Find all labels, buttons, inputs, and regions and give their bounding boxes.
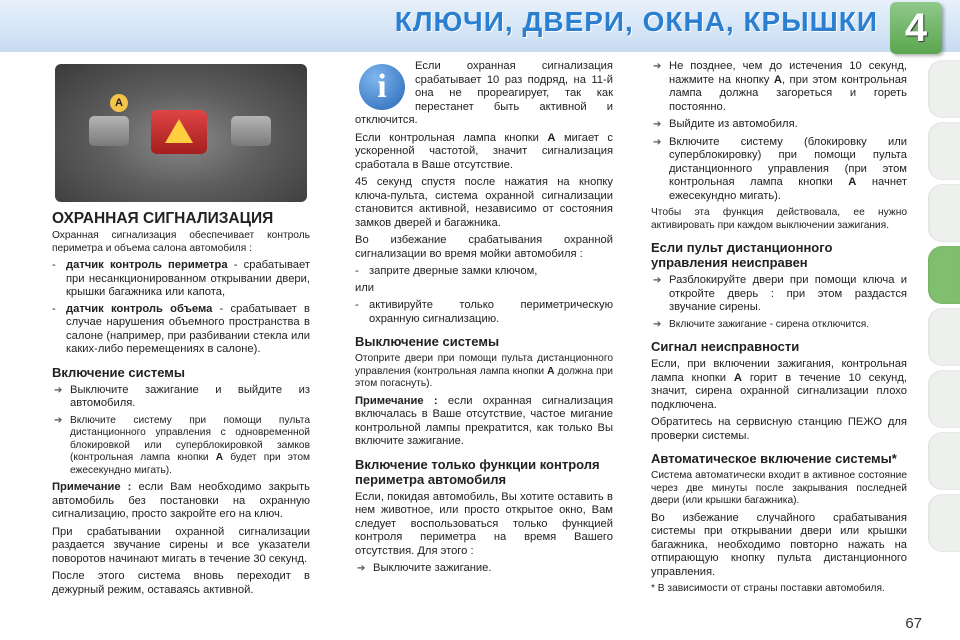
hollow-arrow-bullet-icon: ➔: [653, 318, 662, 330]
hollow-arrow-bullet-icon: ➔: [653, 119, 662, 130]
list-item: ➔ Разблокируйте двери при помощи ключа и откройте дверь : при этом раздастся звучание сирены.: [653, 274, 907, 313]
section-title: КЛЮЧИ, ДВЕРИ, ОКНА, КРЫШКИ: [394, 6, 878, 37]
side-tab: [928, 308, 960, 366]
heading-system-off: Выключение системы: [355, 334, 500, 349]
heading-remote-faulty: Если пульт дистанционного управления неисправен: [651, 240, 833, 270]
paragraph: Если, покидая автомобиль, Вы хотите оставить в нем животное, или просто открытое окно, Вам следует воспользоваться только функцией контроля периметра на время Вашего отсутствия. Для этого :: [355, 490, 613, 557]
page-header: [0, 0, 960, 52]
hollow-arrow-bullet-icon: ➔: [54, 414, 63, 426]
column-2: [355, 60, 613, 580]
paragraph: Обратитесь на сервисную станцию ПЕЖО для проверки системы.: [651, 416, 907, 442]
paragraph: Система автоматически входит в активное состояние через две минуты после закрывания последней двери (или крышки багажника).: [651, 470, 907, 506]
footnote: * В зависимости от страны поставки автомобиля.: [651, 583, 885, 594]
paragraph: Если охранная сигнализация срабатывает 10 раз подряд, на 11-й она не прореагирует, так как перестанет быть активной и отключится.: [355, 60, 613, 126]
heading-system-on: Включение системы: [52, 364, 185, 380]
paragraph: Во избежание срабатывания охранной сигнализации во время мойки автомобиля :: [355, 234, 613, 260]
hollow-arrow-bullet-icon: ➔: [357, 563, 366, 574]
paragraph: Во избежание случайного срабатывания системы при открывании двери или крышки багажника, необходимо повторно нажать на отпирающую кнопку пульта дистанционного управления.: [651, 511, 907, 578]
paragraph: Отоприте двери при помощи пульта дистанционного управления (контрольная лампа кнопки A должна при этом погаснуть).: [355, 353, 613, 389]
page-number: 67: [905, 615, 922, 632]
heading-fault-signal: Сигнал неисправности: [651, 339, 800, 354]
info-icon: i: [359, 64, 405, 110]
list-item: - датчик контроль периметра - срабатывает при несанкционированном открывании двери, крышки багажника или капота,: [52, 259, 310, 298]
hazard-button-photo: [55, 64, 307, 202]
note: Примечание : если Вам необходимо закрыть автомобиль без постановки на охранную сигнализацию, просто закройте его на ключ.: [52, 481, 310, 520]
list-item: ➔ Не позднее, чем до истечения 10 секунд, нажмите на кнопку A, при этом контрольная лампа должна загореться и гореть постоянно.: [653, 60, 907, 113]
side-tab: [928, 122, 960, 180]
chapter-badge: [890, 2, 942, 54]
chapter-number: 4: [904, 6, 928, 50]
side-tab: [928, 370, 960, 428]
paragraph: Если контрольная лампа кнопки A мигает с ускоренной частотой, значит сигнализация сработала в Ваше отсутствие.: [355, 131, 613, 171]
hazard-triangle-icon: [165, 119, 193, 143]
list-item: - заприте дверные замки ключом,: [355, 265, 538, 277]
heading-perimeter-only: Включение только функции контроля периметра автомобиля: [355, 456, 600, 487]
console-switch: [89, 116, 129, 146]
intro-text: Охранная сигнализация обеспечивает контроль периметра и объема салона автомобиля :: [52, 230, 310, 254]
paragraph: 45 секунд спустя после нажатия на кнопку ключа-пульта, система охранной сигнализации становится активной, независимо от состояния замков дверей и багажника.: [355, 176, 613, 229]
list-item: - датчик контроль объема - срабатывает в случае нарушения объемного пространства в салоне (например, при разбивании стекла или каких-либо перемещениях в салоне).: [52, 302, 311, 355]
paragraph: Если, при включении зажигания, контрольная лампа кнопки A горит в течение 10 секунд, значит, сирена охранной сигнализации плохо подключена.: [651, 358, 907, 411]
side-tab-active: [928, 246, 960, 304]
column-3: [651, 60, 907, 600]
console-switch: [231, 116, 271, 146]
column-1: [52, 60, 310, 601]
heading-alarm: ОХРАННАЯ СИГНАЛИЗАЦИЯ: [52, 210, 274, 227]
side-chapter-tabs: [924, 60, 960, 620]
list-item: - активируйте только периметрическую охранную сигнализацию.: [355, 299, 613, 325]
hollow-arrow-bullet-icon: ➔: [54, 384, 63, 396]
hollow-arrow-bullet-icon: ➔: [653, 275, 662, 286]
side-tab: [928, 60, 960, 118]
list-item: ➔ Выключите зажигание.: [357, 562, 492, 574]
list-item: ➔ Включите систему при помощи пульта дистанционного управления с одновременной блокировкой или суперблокировкой замков (контрольная лампа кнопки A будет при этом ежесекундно мигать).: [54, 414, 310, 476]
hollow-arrow-bullet-icon: ➔: [653, 136, 662, 148]
list-item: ➔ Выйдите из автомобиля.: [653, 118, 798, 130]
list-item: ➔ Выключите зажигание и выйдите из автомобиля.: [54, 383, 310, 409]
list-item: ➔ Включите систему (блокировку или суперблокировку) при помощи пульта дистанционного управления (при этом контрольная лампа кнопки A начнет ежесекундно мигать).: [653, 135, 907, 202]
side-tab: [928, 432, 960, 490]
side-tab: [928, 184, 960, 242]
list-item: ➔ Включите зажигание - сирена отключится.: [653, 318, 870, 330]
paragraph: При срабатывании охранной сигнализации раздается звучание сирены и все указатели поворотов начинают мигать в течение 30 секунд.: [52, 525, 310, 565]
note: Примечание : если охранная сигнализация включалась в Ваше отсутствие, частое мигание контрольной лампы прекратится, как только Вы включите зажигание.: [355, 394, 613, 447]
paragraph: Чтобы эта функция действовала, ее нужно активировать при каждом выключении зажигания.: [651, 207, 907, 231]
side-tab: [928, 494, 960, 552]
photo-label-a: A: [110, 94, 128, 112]
or-text: или: [355, 281, 375, 294]
paragraph: После этого система вновь переходит в дежурный режим, оставаясь активной.: [52, 570, 310, 596]
heading-auto-activation: Автоматическое включение системы*: [651, 451, 897, 466]
hollow-arrow-bullet-icon: ➔: [653, 61, 662, 72]
